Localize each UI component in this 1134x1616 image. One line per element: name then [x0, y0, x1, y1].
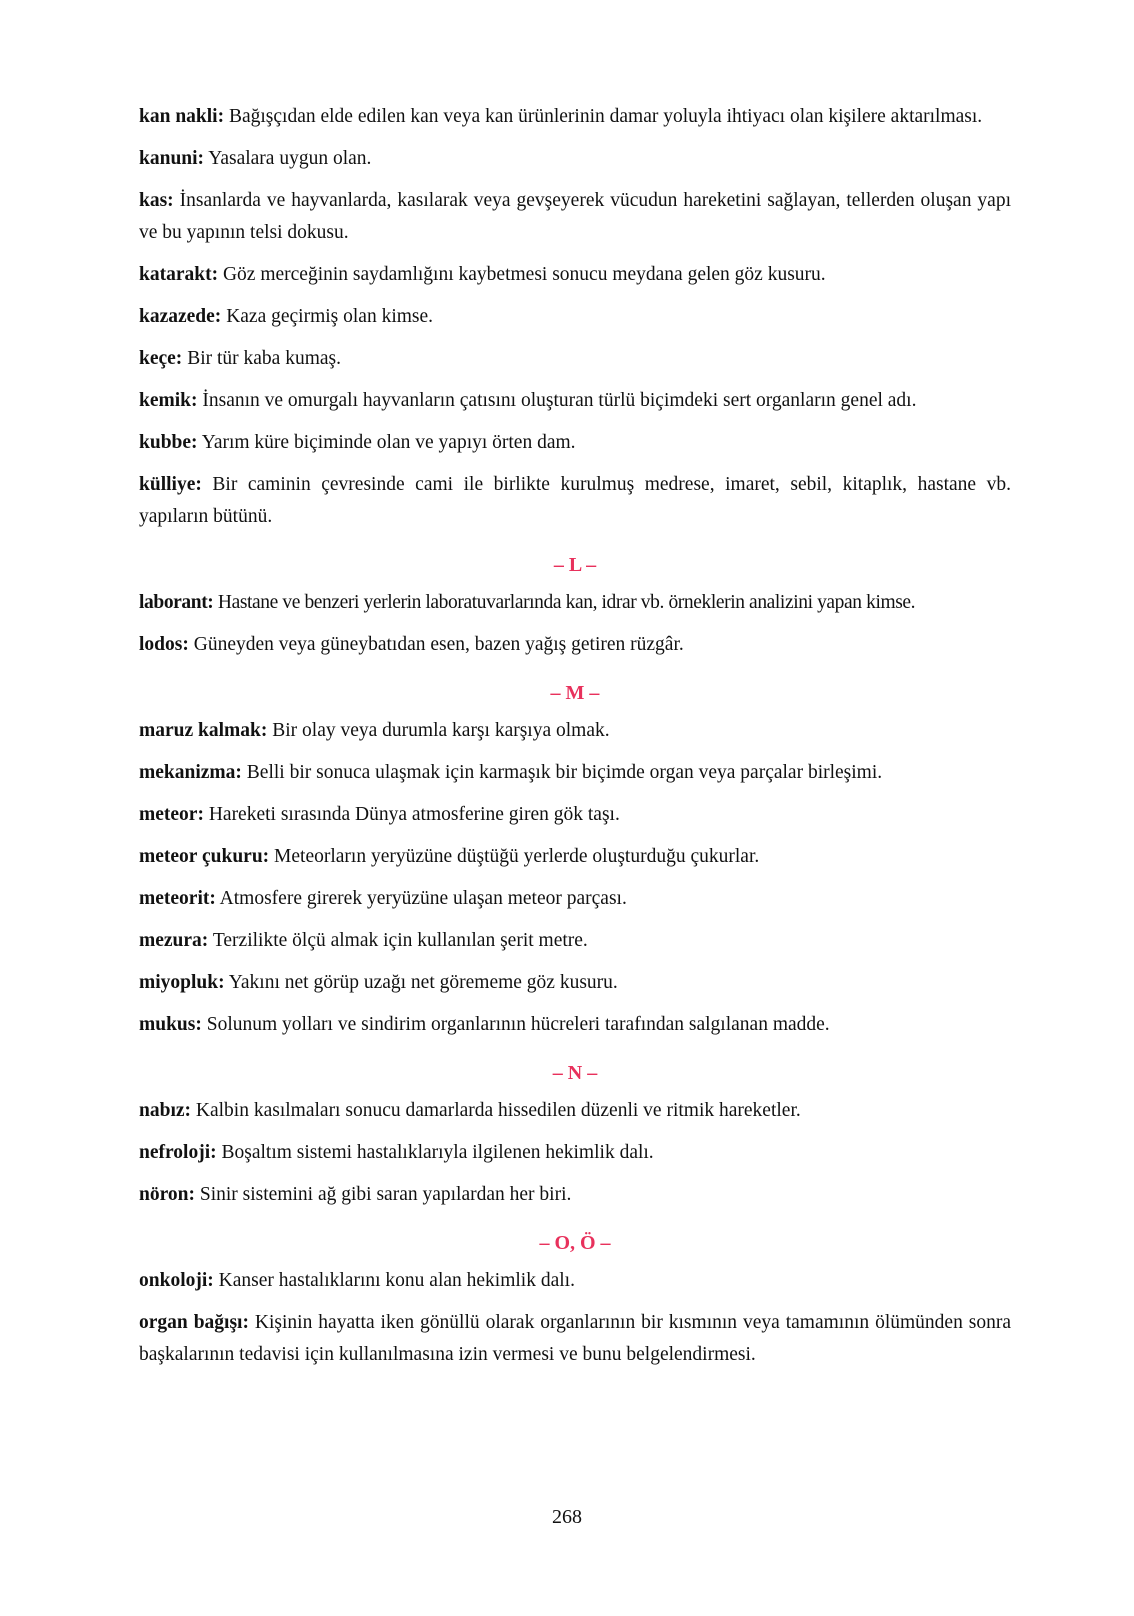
entry-definition: Bir tür kaba kumaş. — [187, 348, 341, 369]
entry-term: katarakt: — [139, 264, 219, 285]
section-heading: – N – — [552, 1062, 598, 1084]
entry-definition: Solunum yolları ve sindirim organlarının hücreleri tarafından salgılanan madde. — [206, 1014, 830, 1035]
glossary-entry — [139, 967, 1011, 999]
entry-definition: Terzilikte ölçü almak için kullanılan şerit metre. — [212, 930, 588, 951]
entry-definition: İnsanlarda ve hayvanlarda, kasılarak veya gevşeyerek vücudun hareketini sağlayan, tellerden oluşan yapı ve bu yapının telsi dokusu. — [139, 190, 1012, 243]
entry-term: miyopluk: — [139, 972, 225, 993]
glossary-entry — [139, 385, 1011, 417]
entry-definition: Hareketi sırasında Dünya atmosferine giren gök taşı. — [208, 804, 620, 825]
glossary-entry — [139, 1137, 1011, 1169]
entry-term: kan nakli: — [139, 106, 225, 127]
entry-definition: Boşaltım sistemi hastalıklarıyla ilgilenen hekimlik dalı. — [221, 1142, 654, 1163]
entry-definition: Yarım küre biçiminde olan ve yapıyı örten dam. — [201, 432, 576, 453]
glossary-content — [139, 101, 1011, 1381]
entry-term: nefroloji: — [139, 1142, 217, 1163]
glossary-entry — [139, 883, 1011, 915]
entry-definition: Bağışçıdan elde edilen kan veya kan ürünlerinin damar yoluyla ihtiyacı olan kişilere aktarılması. — [228, 106, 983, 127]
glossary-entry — [139, 259, 1011, 291]
entry-term: mezura: — [139, 930, 209, 951]
entry-definition: Göz merceğinin saydamlığını kaybetmesi sonucu meydana gelen göz kusuru. — [222, 264, 826, 285]
entry-term: kemik: — [139, 390, 198, 411]
entry-term: meteor çukuru: — [139, 846, 270, 867]
entry-definition: Meteorların yeryüzüne düştüğü yerlerde oluşturduğu çukurlar. — [274, 846, 760, 867]
entry-definition: Hastane ve benzeri yerlerin laboratuvarlarında kan, idrar vb. örneklerin analizini yapan kimse. — [217, 592, 916, 613]
glossary-entry — [139, 715, 1011, 747]
entry-term: meteor: — [139, 804, 204, 825]
entry-term: meteorit: — [139, 888, 216, 909]
entry-definition: İnsanın ve omurgalı hayvanların çatısını oluşturan türlü biçimdeki sert organların genel adı. — [202, 390, 917, 411]
entry-term: keçe: — [139, 348, 183, 369]
glossary-entry — [139, 1265, 1011, 1297]
section-heading: – L – — [553, 554, 597, 576]
entry-term: lodos: — [139, 634, 189, 655]
glossary-entry — [139, 925, 1011, 957]
entry-definition: Kişinin hayatta iken gönüllü olarak organlarının bir kısmının veya tamamının ölümünden sonra başkalarının tedavisi için kullanılmasına izin vermesi ve bunu belgelendirmesi. — [139, 1312, 1012, 1365]
entry-term: nabız: — [139, 1100, 192, 1121]
entry-definition: Bir caminin çevresinde cami ile birlikte kurulmuş medrese, imaret, sebil, kitaplık, hastane vb. yapıların bütünü. — [139, 474, 1012, 527]
glossary-entry — [139, 1009, 1011, 1041]
entry-term: kubbe: — [139, 432, 198, 453]
entry-term: onkoloji: — [139, 1270, 214, 1291]
glossary-entry — [139, 143, 1011, 175]
entry-definition: Yasalara uygun olan. — [208, 148, 372, 169]
page-number: 268 — [552, 1506, 582, 1528]
glossary-entry — [139, 757, 1011, 789]
section-heading: – M – — [550, 682, 600, 704]
entry-definition: Atmosfere girerek yeryüzüne ulaşan meteor parçası. — [219, 888, 627, 909]
glossary-entry — [139, 427, 1011, 459]
entry-term: külliye: — [139, 474, 202, 495]
entry-definition: Kanser hastalıklarını konu alan hekimlik dalı. — [218, 1270, 575, 1291]
entry-term: kazazede: — [139, 306, 222, 327]
glossary-entry — [139, 469, 1011, 533]
entry-term: kanuni: — [139, 148, 205, 169]
entry-term: laborant: — [139, 592, 214, 613]
entry-definition: Bir olay veya durumla karşı karşıya olmak. — [272, 720, 610, 741]
entry-definition: Kalbin kasılmaları sonucu damarlarda hissedilen düzenli ve ritmik hareketler. — [195, 1100, 801, 1121]
glossary-entry — [139, 343, 1011, 375]
entry-definition: Belli bir sonuca ulaşmak için karmaşık bir biçimde organ veya parçalar birleşimi. — [246, 762, 883, 783]
glossary-entry — [139, 101, 1011, 133]
glossary-entry — [139, 629, 1011, 661]
section-heading: – O, Ö – — [539, 1232, 611, 1254]
entry-term: mukus: — [139, 1014, 202, 1035]
glossary-entry — [139, 1095, 1011, 1127]
glossary-entry — [139, 1179, 1011, 1211]
glossary-entry — [139, 1307, 1011, 1371]
entry-definition: Güneyden veya güneybatıdan esen, bazen yağış getiren rüzgâr. — [193, 634, 684, 655]
glossary-entry — [139, 587, 1011, 619]
glossary-entry — [139, 799, 1011, 831]
entry-definition: Kaza geçirmiş olan kimse. — [226, 306, 434, 327]
entry-term: organ bağışı: — [139, 1312, 249, 1333]
entry-term: mekanizma: — [139, 762, 242, 783]
entry-term: kas: — [139, 190, 174, 211]
entry-term: maruz kalmak: — [139, 720, 268, 741]
glossary-entry — [139, 841, 1011, 873]
glossary-entry — [139, 185, 1011, 249]
entry-definition: Sinir sistemini ağ gibi saran yapılardan her biri. — [199, 1184, 572, 1205]
glossary-entry — [139, 301, 1011, 333]
entry-definition: Yakını net görüp uzağı net görememe göz kusuru. — [228, 972, 618, 993]
entry-term: nöron: — [139, 1184, 195, 1205]
